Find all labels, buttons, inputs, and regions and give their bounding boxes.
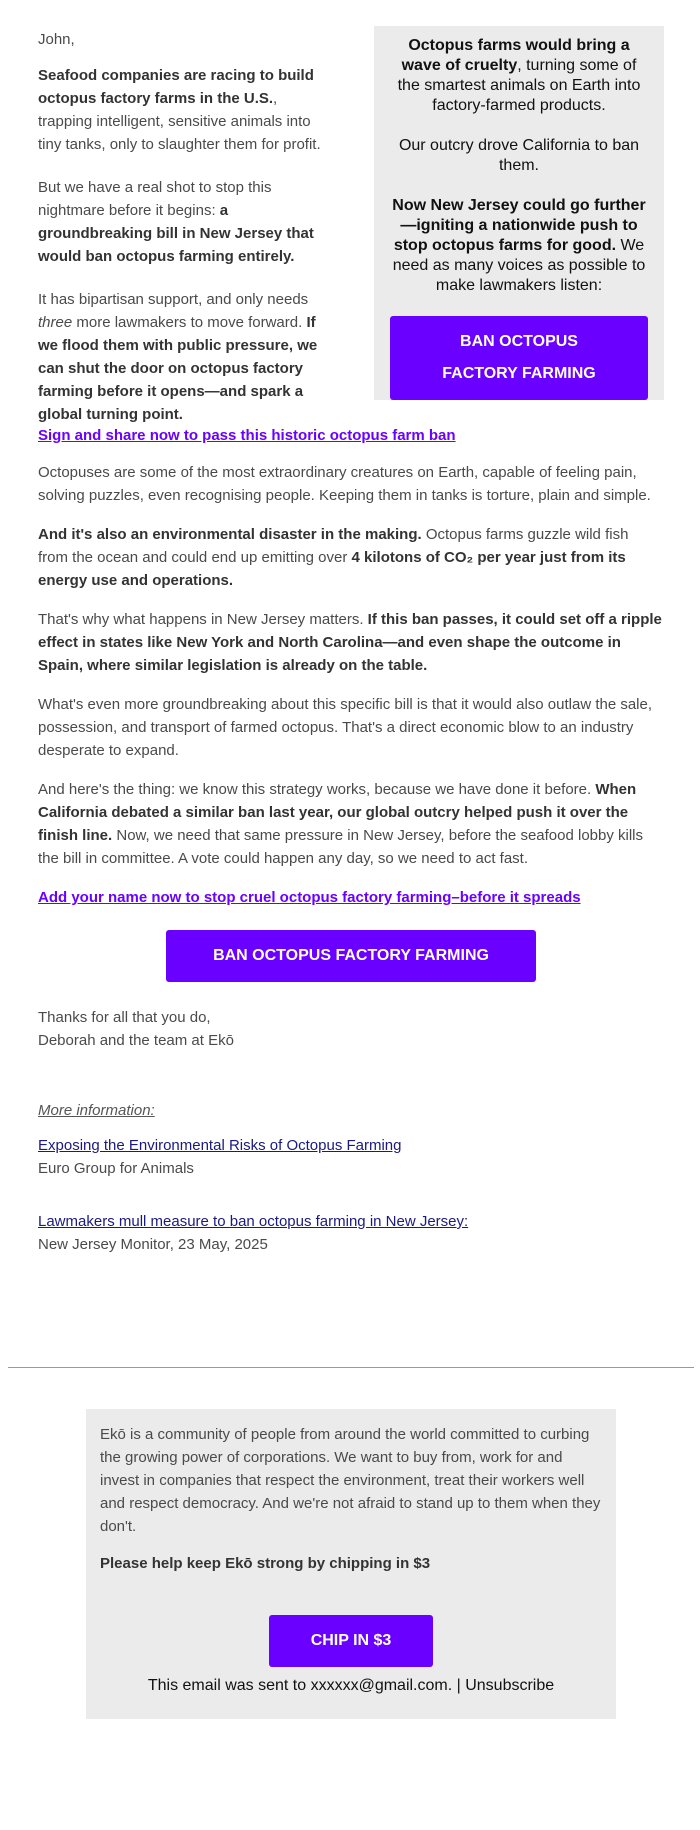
footer-about: Ekō is a community of people from around the world committed to curbing the growing power of corporations. We want to buy from, work for and invest in companies that respect the environment, treat their workers well and respect democracy. And we're not afraid to stand up to them when they don't. <box>100 1426 601 1535</box>
callout-s1-rest: , turning some of the smartest animals on Earth into factory-farmed products. <box>397 57 641 114</box>
footer-divider <box>8 1367 694 1368</box>
callout-text-1 <box>390 36 648 116</box>
sidebar-ban-button[interactable] <box>390 316 648 400</box>
intro-paragraph-3 <box>38 288 328 426</box>
callout-text-2: Our outcry drove California to ban them. <box>398 137 640 174</box>
body-p2-bold-1: And it's also an environmental disaster in the making. <box>38 526 422 543</box>
callout-text-3 <box>390 196 648 296</box>
more-information <box>38 1102 468 1256</box>
callout-s1-bold: Octopus farms would bring a wave of cruelty <box>401 37 630 74</box>
intro-p3-bold: If we flood them with public pressure, we can shut the door on octopus factory farming before it opens—and spark a global turning point. <box>38 314 318 423</box>
reference-link[interactable]: Lawmakers mull measure to ban octopus farming in New Jersey: <box>38 1213 469 1230</box>
greeting: John, <box>38 31 75 48</box>
body-paragraph-4: What's even more groundbreaking about this specific bill is that it would also outlaw the sale, possession, and transport of farmed octopus. That's a direct economic blow to an industry desperate to expand. <box>38 696 653 759</box>
add-your-name-link[interactable]: Add your name now to stop cruel octopus factory farming–before it spreads <box>38 889 581 906</box>
add-name-link-row <box>38 886 662 909</box>
sign-link-row <box>38 424 662 447</box>
footer-separator: | <box>452 1677 466 1694</box>
body-p3-bold: If this ban passes, it could set off a ripple effect in states like New York and North Carolina—and even shape the outcome in Spain, where similar legislation is already on the table. <box>38 611 662 674</box>
body-paragraph-3 <box>38 608 662 677</box>
body-paragraph-1: Octopuses are some of the most extraordinary creatures on Earth, capable of feeling pain, solving puzzles, even recognising people. Keeping them in tanks is torture, plain and simple. <box>38 464 651 504</box>
intro-p1-rest: , trapping intelligent, sensitive animals into tiny tanks, only to slaughter them for profit. <box>38 90 321 153</box>
signoff-signature: Deborah and the team at Ekō <box>38 1032 234 1049</box>
body-p3-start: That's why what happens in New Jersey matters. <box>38 611 368 628</box>
intro-column <box>38 64 328 446</box>
reference-source: New Jersey Monitor, 23 May, 2025 <box>38 1236 268 1253</box>
sidebar-ban-button-line-1: BAN OCTOPUS <box>460 333 578 350</box>
body-p5-start: And here's the thing: we know this strategy works, because we have done it before. <box>38 781 596 798</box>
body-paragraph-5 <box>38 778 662 870</box>
reference-source: Euro Group for Animals <box>38 1160 194 1177</box>
intro-p1-bold: Seafood companies are racing to build octopus factory farms in the U.S. <box>38 67 314 107</box>
callout-s3-bold: Now New Jersey could go further—igniting a nationwide push to stop octopus farms for good. <box>392 197 646 254</box>
intro-p3-em: three <box>38 314 73 331</box>
sign-and-share-link[interactable]: Sign and share now to pass this historic octopus farm ban <box>38 427 456 444</box>
body-p2-bold-2: 4 kilotons of CO₂ per year just from its energy use and operations. <box>38 549 626 589</box>
footer-note <box>100 1677 602 1695</box>
intro-paragraph-1 <box>38 64 328 156</box>
unsubscribe-link[interactable]: Unsubscribe <box>465 1677 555 1694</box>
signoff-thanks: Thanks for all that you do, <box>38 1009 211 1026</box>
intro-p3-mid: more lawmakers to move forward. <box>72 314 307 331</box>
intro-p2-start: But we have a real shot to stop this nightmare before it begins: <box>38 179 272 219</box>
footer-box <box>86 1409 616 1719</box>
body-p2-mid: Octopus farms guzzle wild fish from the ocean and could end up emitting over <box>38 526 629 566</box>
more-info-label: More information: <box>38 1102 155 1119</box>
reference-item <box>38 1134 468 1180</box>
reference-link[interactable]: Exposing the Environmental Risks of Octopus Farming <box>38 1137 402 1154</box>
chip-in-button[interactable]: CHIP IN $3 <box>269 1615 433 1667</box>
sidebar-callout <box>374 26 664 400</box>
ban-octopus-farming-button[interactable]: BAN OCTOPUS FACTORY FARMING <box>166 930 536 982</box>
body-p5-rest: Now, we need that same pressure in New Jersey, before the seafood lobby kills the bill in committee. A vote could happen any day, so we need to act fast. <box>38 827 644 867</box>
main-content <box>38 424 662 925</box>
callout-s3-rest: We need as many voices as possible to make lawmakers listen: <box>392 237 646 294</box>
footer-ask-text: Please help keep Ekō strong by chipping in $3 <box>100 1555 431 1572</box>
signoff <box>38 1006 234 1052</box>
intro-paragraph-2 <box>38 176 328 268</box>
footer-ask <box>100 1552 602 1575</box>
sidebar-ban-button-line-2: FACTORY FARMING <box>442 365 596 382</box>
intro-p3-start: It has bipartisan support, and only needs <box>38 291 309 308</box>
body-p5-bold: When California debated a similar ban last year, our global outcry helped push it over the finish line. <box>38 781 637 844</box>
reference-item <box>38 1210 468 1256</box>
sent-to-text: This email was sent to xxxxxx@gmail.com. <box>147 1677 453 1694</box>
body-paragraph-2 <box>38 523 662 592</box>
intro-p2-bold: a groundbreaking bill in New Jersey that would ban octopus farming entirely. <box>38 202 314 265</box>
